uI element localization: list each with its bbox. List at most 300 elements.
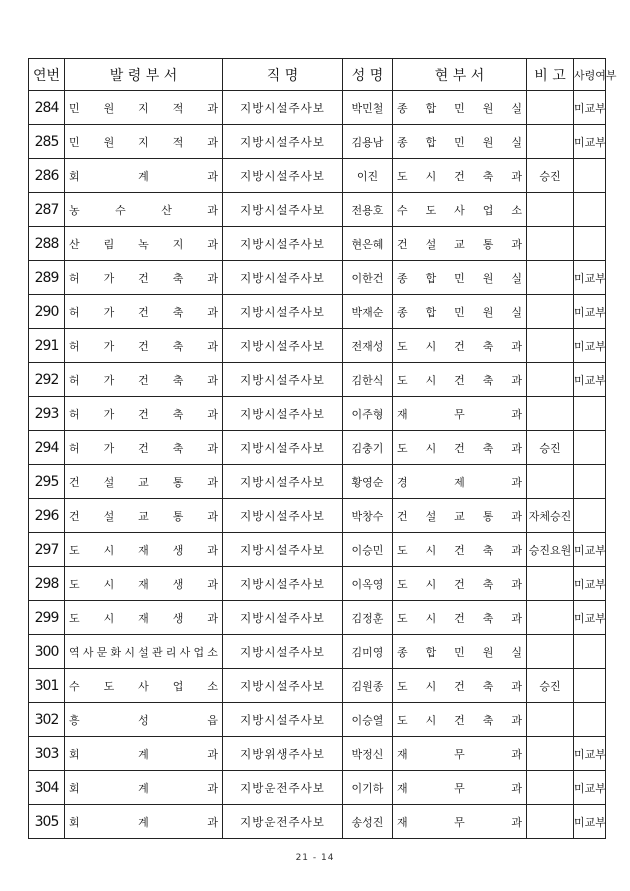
char: 합 (425, 305, 437, 319)
row-note (527, 227, 574, 261)
char: 종 (397, 101, 408, 115)
char: 합 (425, 101, 437, 115)
char: 시 (425, 441, 437, 455)
char: 경 (397, 475, 408, 489)
table-row (29, 261, 606, 295)
header-no: 연번 (29, 59, 65, 91)
char: 가 (103, 305, 115, 319)
row-dept (65, 329, 223, 363)
header-name: 성 명 (343, 59, 393, 91)
row-number: 284 (29, 91, 65, 125)
row-current-dept (393, 261, 527, 295)
row-name: 이승열 (343, 703, 393, 737)
char: 재 (138, 543, 149, 557)
row-name: 김충기 (343, 431, 393, 465)
row-number: 302 (29, 703, 65, 737)
justified-text (69, 610, 218, 626)
char: 과 (207, 373, 218, 387)
justified-text (69, 168, 218, 184)
justified-text (69, 372, 218, 388)
row-position: 지방시설주사보 (223, 635, 343, 669)
char: 건 (454, 169, 465, 183)
header-current: 현 부 서 (393, 59, 527, 91)
char: 과 (511, 373, 522, 387)
char: 도 (397, 577, 408, 591)
char: 민 (454, 645, 465, 659)
appointment-table (28, 58, 617, 839)
justified-text (397, 372, 522, 388)
char: 회 (69, 747, 80, 761)
char: 시 (425, 577, 437, 591)
row-current-dept (393, 295, 527, 329)
char: 과 (207, 339, 218, 353)
page-number: 21 - 14 (295, 853, 335, 863)
justified-text (397, 134, 522, 150)
char: 건 (454, 577, 465, 591)
row-note (527, 125, 574, 159)
char: 성 (138, 713, 149, 727)
justified-text (397, 576, 522, 592)
char: 교 (454, 237, 465, 251)
char: 민 (454, 135, 465, 149)
char: 건 (138, 339, 149, 353)
char: 과 (511, 441, 522, 455)
char: 도 (103, 679, 115, 693)
justified-text (397, 542, 522, 558)
row-current-dept (393, 805, 527, 839)
char: 시 (425, 339, 437, 353)
char: 축 (172, 407, 184, 421)
table-row (29, 499, 606, 533)
row-flag (574, 499, 606, 533)
row-note (527, 329, 574, 363)
char: 원 (103, 101, 115, 115)
char: 허 (69, 339, 80, 353)
char: 설 (138, 645, 149, 659)
row-note: 승진요원 (527, 533, 574, 567)
row-position: 지방시설주사보 (223, 193, 343, 227)
row-flag (574, 669, 606, 703)
char: 과 (207, 169, 218, 183)
row-note (527, 363, 574, 397)
row-dept (65, 635, 223, 669)
row-name: 황영순 (343, 465, 393, 499)
char: 종 (397, 645, 408, 659)
char: 사 (179, 645, 191, 659)
char: 축 (482, 373, 494, 387)
row-current-dept (393, 91, 527, 125)
table-row (29, 601, 606, 635)
char: 허 (69, 373, 80, 387)
justified-text (69, 678, 218, 694)
justified-text (397, 644, 522, 660)
char: 회 (69, 781, 80, 795)
char: 건 (397, 509, 408, 523)
char: 과 (511, 679, 522, 693)
char: 도 (397, 679, 408, 693)
char: 도 (69, 577, 80, 591)
char: 업 (172, 679, 184, 693)
char: 민 (454, 101, 465, 115)
char: 건 (454, 611, 465, 625)
char: 지 (138, 101, 149, 115)
char: 건 (454, 543, 465, 557)
char: 재 (397, 747, 408, 761)
char: 도 (397, 441, 408, 455)
row-dept (65, 533, 223, 567)
table-row (29, 703, 606, 737)
row-number: 303 (29, 737, 65, 771)
char: 교 (138, 475, 149, 489)
row-number: 296 (29, 499, 65, 533)
char: 과 (207, 407, 218, 421)
char: 업 (193, 645, 205, 659)
char: 교 (138, 509, 149, 523)
justified-text (69, 576, 218, 592)
row-position: 지방시설주사보 (223, 329, 343, 363)
row-current-dept (393, 397, 527, 431)
header-dept: 발 령 부 서 (65, 59, 223, 91)
row-current-dept (393, 737, 527, 771)
row-dept (65, 499, 223, 533)
char: 과 (511, 781, 522, 795)
row-current-dept (393, 329, 527, 363)
row-current-dept (393, 363, 527, 397)
justified-text (69, 134, 218, 150)
char: 원 (103, 135, 115, 149)
char: 재 (397, 815, 408, 829)
char: 축 (482, 543, 494, 557)
row-name: 김정훈 (343, 601, 393, 635)
char: 과 (207, 509, 218, 523)
char: 산 (69, 237, 80, 251)
row-note (527, 193, 574, 227)
char: 합 (425, 135, 437, 149)
row-dept (65, 431, 223, 465)
row-position: 지방시설주사보 (223, 601, 343, 635)
row-note (527, 261, 574, 295)
char: 통 (172, 475, 184, 489)
row-flag: 미교부 (574, 737, 606, 771)
row-flag (574, 397, 606, 431)
char: 건 (454, 713, 465, 727)
char: 건 (454, 441, 465, 455)
row-number: 298 (29, 567, 65, 601)
row-position: 지방시설주사보 (223, 567, 343, 601)
table-row (29, 635, 606, 669)
row-name: 이한건 (343, 261, 393, 295)
row-name: 현은혜 (343, 227, 393, 261)
char: 설 (103, 475, 115, 489)
table-row (29, 465, 606, 499)
char: 축 (482, 577, 494, 591)
char: 통 (172, 509, 184, 523)
justified-text (397, 678, 522, 694)
char: 과 (511, 815, 522, 829)
char: 건 (69, 509, 80, 523)
char: 과 (511, 475, 522, 489)
char: 가 (103, 441, 115, 455)
row-flag: 미교부 (574, 295, 606, 329)
char: 관 (151, 645, 163, 659)
row-position: 지방시설주사보 (223, 397, 343, 431)
row-flag: 미교부 (574, 363, 606, 397)
justified-text (397, 304, 522, 320)
row-number: 288 (29, 227, 65, 261)
char: 화 (110, 645, 122, 659)
row-dept (65, 567, 223, 601)
char: 녹 (138, 237, 149, 251)
char: 지 (172, 237, 184, 251)
char: 건 (454, 373, 465, 387)
char: 소 (511, 203, 522, 217)
row-number: 293 (29, 397, 65, 431)
char: 종 (397, 271, 408, 285)
char: 과 (207, 305, 218, 319)
char: 흥 (69, 713, 80, 727)
justified-text (69, 508, 218, 524)
char: 민 (454, 271, 465, 285)
char: 과 (511, 577, 522, 591)
justified-text (397, 440, 522, 456)
row-note: 자체승진 (527, 499, 574, 533)
row-name: 이진 (343, 159, 393, 193)
table-row (29, 533, 606, 567)
char: 민 (454, 305, 465, 319)
row-current-dept (393, 669, 527, 703)
char: 과 (511, 339, 522, 353)
char: 과 (207, 611, 218, 625)
row-note: 승진 (527, 159, 574, 193)
row-dept (65, 397, 223, 431)
char: 재 (397, 407, 408, 421)
row-note (527, 771, 574, 805)
char: 건 (454, 679, 465, 693)
justified-text (69, 440, 218, 456)
char: 도 (397, 169, 408, 183)
char: 원 (482, 271, 494, 285)
justified-text (69, 202, 218, 218)
char: 가 (103, 373, 115, 387)
char: 과 (511, 747, 522, 761)
char: 실 (511, 135, 522, 149)
row-name: 이옥영 (343, 567, 393, 601)
justified-text (69, 814, 218, 830)
char: 허 (69, 407, 80, 421)
char: 도 (69, 543, 80, 557)
char: 생 (172, 543, 184, 557)
row-flag (574, 227, 606, 261)
char: 재 (138, 577, 149, 591)
row-current-dept (393, 227, 527, 261)
row-dept (65, 737, 223, 771)
char: 과 (511, 611, 522, 625)
char: 시 (425, 679, 437, 693)
char: 과 (511, 237, 522, 251)
row-name: 이주형 (343, 397, 393, 431)
appointment-table-wrapper (28, 58, 617, 839)
char: 민 (69, 135, 80, 149)
char: 건 (138, 373, 149, 387)
char: 건 (138, 441, 149, 455)
char: 원 (482, 101, 494, 115)
char: 허 (69, 441, 80, 455)
justified-text (69, 406, 218, 422)
char: 산 (161, 203, 172, 217)
header-position: 직 명 (223, 59, 343, 91)
char: 수 (397, 203, 408, 217)
char: 시 (425, 169, 437, 183)
char: 건 (397, 237, 408, 251)
row-current-dept (393, 159, 527, 193)
char: 과 (207, 475, 218, 489)
char: 축 (172, 441, 184, 455)
char: 과 (207, 135, 218, 149)
table-row (29, 329, 606, 363)
char: 설 (425, 237, 437, 251)
row-position: 지방시설주사보 (223, 295, 343, 329)
justified-text (69, 474, 218, 490)
row-position: 지방시설주사보 (223, 159, 343, 193)
justified-text (397, 338, 522, 354)
row-dept (65, 465, 223, 499)
row-dept (65, 363, 223, 397)
char: 과 (207, 543, 218, 557)
char: 재 (138, 611, 149, 625)
char: 도 (397, 611, 408, 625)
row-flag: 미교부 (574, 261, 606, 295)
row-flag (574, 193, 606, 227)
row-note (527, 601, 574, 635)
justified-text (397, 406, 522, 422)
char: 문 (96, 645, 108, 659)
row-name: 이승민 (343, 533, 393, 567)
char: 시 (425, 611, 437, 625)
char: 건 (69, 475, 80, 489)
table-row (29, 295, 606, 329)
table-row (29, 567, 606, 601)
row-name: 김미영 (343, 635, 393, 669)
justified-text (69, 746, 218, 762)
justified-text (69, 542, 218, 558)
char: 과 (207, 203, 218, 217)
row-number: 299 (29, 601, 65, 635)
char: 계 (138, 815, 149, 829)
row-number: 286 (29, 159, 65, 193)
row-position: 지방운전주사보 (223, 805, 343, 839)
char: 계 (138, 747, 149, 761)
row-note (527, 397, 574, 431)
row-current-dept (393, 567, 527, 601)
char: 도 (397, 373, 408, 387)
char: 계 (138, 169, 149, 183)
row-note (527, 567, 574, 601)
row-position: 지방시설주사보 (223, 431, 343, 465)
char: 실 (511, 645, 522, 659)
header-note: 비 고 (527, 59, 574, 91)
row-number: 289 (29, 261, 65, 295)
row-number: 304 (29, 771, 65, 805)
table-row (29, 805, 606, 839)
table-row (29, 159, 606, 193)
table-row (29, 431, 606, 465)
row-dept (65, 261, 223, 295)
row-name: 박재순 (343, 295, 393, 329)
row-current-dept (393, 465, 527, 499)
char: 회 (69, 169, 80, 183)
row-name: 김한식 (343, 363, 393, 397)
row-dept (65, 601, 223, 635)
char: 리 (165, 645, 177, 659)
char: 농 (69, 203, 80, 217)
char: 통 (482, 509, 494, 523)
char: 과 (511, 407, 522, 421)
char: 소 (207, 645, 218, 659)
char: 가 (103, 339, 115, 353)
row-name: 김원종 (343, 669, 393, 703)
row-current-dept (393, 125, 527, 159)
justified-text (397, 814, 522, 830)
row-flag (574, 465, 606, 499)
char: 시 (103, 577, 115, 591)
char: 림 (103, 237, 115, 251)
char: 사 (138, 679, 149, 693)
table-row (29, 193, 606, 227)
row-number: 292 (29, 363, 65, 397)
justified-text (397, 168, 522, 184)
header-flag: 사령여부 (574, 59, 606, 91)
row-flag (574, 635, 606, 669)
row-position: 지방시설주사보 (223, 669, 343, 703)
row-number: 290 (29, 295, 65, 329)
char: 읍 (207, 713, 218, 727)
row-dept (65, 227, 223, 261)
char: 무 (454, 747, 465, 761)
char: 종 (397, 135, 408, 149)
char: 과 (207, 577, 218, 591)
char: 수 (69, 679, 80, 693)
char: 실 (511, 101, 522, 115)
char: 설 (103, 509, 115, 523)
table-row (29, 737, 606, 771)
row-dept (65, 125, 223, 159)
char: 과 (511, 169, 522, 183)
char: 허 (69, 271, 80, 285)
row-position: 지방위생주사보 (223, 737, 343, 771)
char: 실 (511, 271, 522, 285)
row-current-dept (393, 193, 527, 227)
row-name: 전용호 (343, 193, 393, 227)
char: 시 (103, 611, 115, 625)
row-current-dept (393, 431, 527, 465)
char: 합 (425, 271, 437, 285)
char: 도 (425, 203, 437, 217)
table-row (29, 91, 606, 125)
char: 업 (482, 203, 494, 217)
justified-text (69, 304, 218, 320)
row-current-dept (393, 635, 527, 669)
char: 사 (82, 645, 94, 659)
char: 과 (207, 237, 218, 251)
char: 축 (482, 679, 494, 693)
char: 건 (138, 271, 149, 285)
justified-text (397, 746, 522, 762)
row-note (527, 91, 574, 125)
row-name: 이기하 (343, 771, 393, 805)
table-row (29, 771, 606, 805)
char: 도 (397, 713, 408, 727)
char: 적 (172, 101, 184, 115)
